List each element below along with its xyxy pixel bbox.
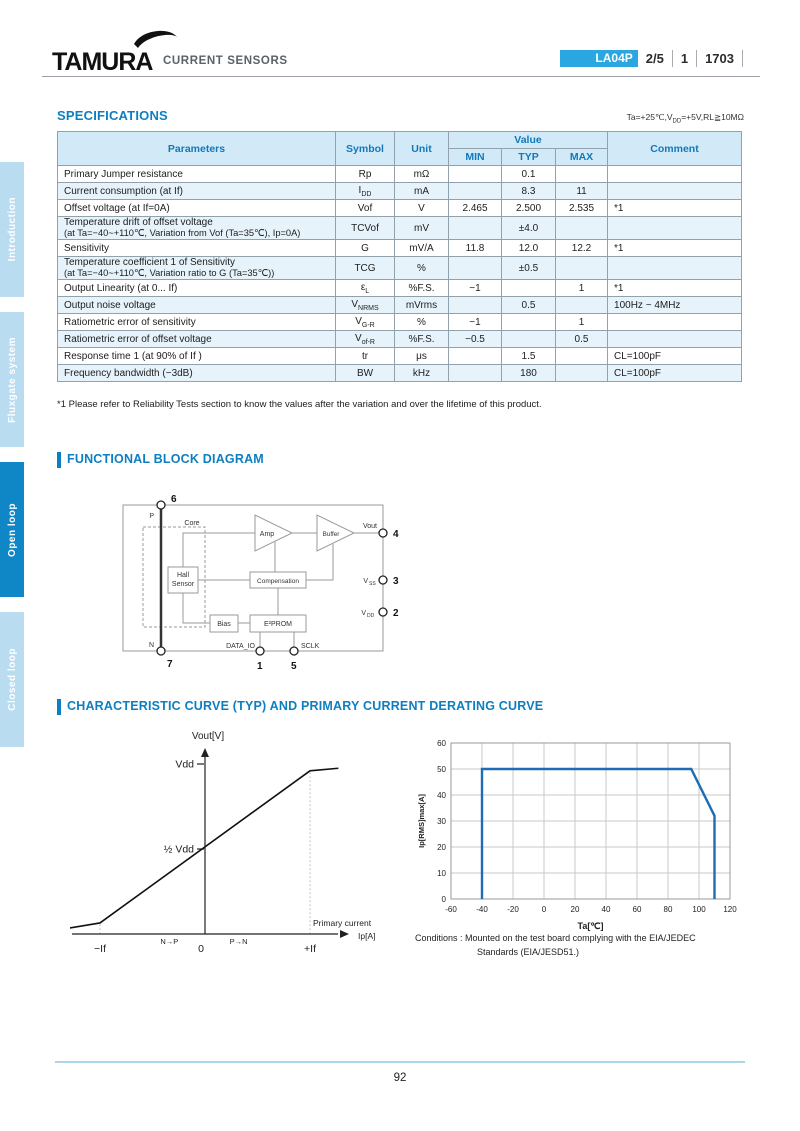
svg-text:DD: DD — [367, 613, 375, 619]
col-parameters: Parameters — [58, 132, 336, 166]
page-subtitle: CURRENT SENSORS — [163, 55, 288, 67]
divider — [672, 50, 673, 67]
vout-label: Vout — [362, 523, 377, 530]
sidebar-tab-label: Open loop — [6, 502, 18, 557]
x-tick-label: 0 — [541, 905, 547, 914]
derating-conditions: Conditions : Mounted on the test board complying with the EIA/JEDEC Standards (EIA/JESD51.) — [415, 933, 696, 957]
table-row: Output Linearity (at 0... If) $\varepsilon_L$ %F.S. −1 1 *1 — [58, 280, 742, 297]
table-row: Response time 1 (at 90% of If ) tr μs 1.5 CL=100pF — [58, 348, 742, 365]
col-comment: Comment — [608, 132, 742, 166]
y-tick-label: 40 — [437, 791, 446, 800]
amp-label: Amp — [259, 531, 275, 538]
y-tick-label: 0 — [441, 895, 446, 904]
x-tick-label: 80 — [663, 905, 673, 914]
x-axis-title: Primary current — [313, 918, 372, 928]
functional-block-diagram — [105, 492, 425, 682]
x-tick-label: 120 — [723, 905, 737, 914]
x-axis-title: Ta[℃] — [577, 921, 604, 931]
footer-rule — [55, 1061, 745, 1063]
sidebar-tab-introduction[interactable] — [0, 162, 24, 297]
pin-5 — [290, 647, 298, 655]
tamura-logo — [50, 30, 200, 76]
page-ref: 2/5 — [645, 51, 664, 66]
sidebar-tab-label: Closed loop — [6, 648, 18, 711]
sidebar-tab-open-loop[interactable] — [0, 462, 24, 597]
table-row: Ratiometric error of offset voltage $V_{of-R}$ %F.S. −0.5 0.5 — [58, 331, 742, 348]
sidebar-tab-fluxgate-system[interactable] — [0, 312, 24, 447]
x-axis-unit: Ip[A] — [358, 931, 376, 941]
transfer-curve-chart — [70, 726, 400, 971]
y-tick-label: 10 — [437, 869, 446, 878]
specifications-table — [57, 131, 742, 382]
x-tick-label: −If — [94, 943, 106, 955]
bias-label: Bias — [217, 621, 231, 628]
y-axis-arrow-icon — [201, 748, 209, 757]
direction-annotation: N→P — [160, 937, 179, 946]
pin-6 — [157, 501, 165, 509]
section-accent-bar — [57, 699, 61, 715]
characteristic-curve-title: CHARACTERISTIC CURVE (TYP) AND PRIMARY CURRENT DERATING CURVE — [67, 699, 544, 713]
logo-text: TAMURA — [52, 48, 153, 76]
y-axis-title: Vout[V] — [191, 731, 225, 742]
derating-curve-line — [482, 769, 715, 899]
x-tick-label: -20 — [507, 905, 519, 914]
block-diagram-title: FUNCTIONAL BLOCK DIAGRAM — [67, 452, 264, 466]
x-tick-label: 100 — [692, 905, 706, 914]
pin-3 — [379, 576, 387, 584]
x-tick-label: 0 — [198, 943, 204, 955]
table-row: Offset voltage (at If=0A) Vof V 2.465 2.500 2.535 *1 — [58, 200, 742, 217]
svg-text:3: 3 — [393, 576, 399, 587]
divider — [742, 50, 743, 67]
x-tick-label: -60 — [445, 905, 457, 914]
n-terminal-label: N — [148, 642, 154, 649]
hall-label: Hall — [176, 572, 190, 579]
col-unit: Unit — [395, 132, 449, 166]
vss-label: V — [363, 578, 368, 585]
table-row: Frequency bandwidth (−3dB) BW kHz 180 CL=100pF — [58, 365, 742, 382]
pin-7 — [157, 647, 165, 655]
sensor-label: Sensor — [171, 581, 195, 588]
section-accent-bar — [57, 452, 61, 468]
doc-code: 1703 — [705, 51, 734, 66]
pin-4 — [379, 529, 387, 537]
test-conditions: $Ta=+25℃,V_{DD}=+5V,RL≧10M\Omega$ — [626, 112, 744, 125]
y-tick-label: Vdd — [175, 758, 194, 771]
svg-text:5: 5 — [291, 661, 297, 672]
svg-text:SS: SS — [369, 581, 376, 587]
x-tick-label: 40 — [601, 905, 611, 914]
product-badge: LA04P — [560, 50, 638, 67]
pin-1 — [256, 647, 264, 655]
divider — [696, 50, 697, 67]
eeprom-label: E²PROM — [264, 621, 292, 628]
x-axis-arrow-icon — [340, 930, 349, 938]
x-tick-label: 60 — [632, 905, 642, 914]
hall-sensor-block — [168, 567, 198, 593]
col-typ: TYP — [502, 149, 556, 166]
x-tick-label: 20 — [570, 905, 580, 914]
compensation-label: Compensation — [257, 578, 299, 585]
sidebar-tab-label: Introduction — [6, 197, 18, 262]
y-tick-label: 20 — [437, 843, 446, 852]
table-row: Output noise voltage $V_{NRMS}$ mVrms 0.5 100Hz ~ 4MHz — [58, 297, 742, 314]
data-io-label: DATA_IO — [226, 643, 255, 650]
core-label: Core — [184, 520, 200, 527]
y-tick-label: ½ Vdd — [163, 843, 194, 856]
svg-text:1: 1 — [257, 661, 263, 672]
table-row: Current consumption (at If) $I_{DD}$ mA 8.3 11 — [58, 183, 742, 200]
table-row: Sensitivity G mV/A 11.8 12.0 12.2 *1 — [58, 240, 742, 257]
pin-2 — [379, 608, 387, 616]
header-rule — [42, 76, 760, 77]
y-tick-label: 60 — [437, 739, 446, 748]
col-min: MIN — [449, 149, 502, 166]
transfer-curve-line — [70, 768, 338, 928]
col-max: MAX — [556, 149, 608, 166]
x-tick-label: -40 — [476, 905, 488, 914]
direction-annotation: P→N — [229, 937, 248, 946]
svg-text:4: 4 — [393, 529, 399, 540]
header-reference — [560, 50, 743, 67]
table-row: Ratiometric error of sensitivity $V_{G-R}$ % −1 1 — [58, 314, 742, 331]
x-tick-label: +If — [304, 943, 316, 955]
col-value: Value — [449, 132, 608, 149]
table-footnote: *1 Please refer to Reliability Tests section to know the values after the variation and over the lifetime of this product. — [57, 399, 542, 410]
page-number: 92 — [393, 1072, 407, 1084]
doc-ref: 1 — [680, 51, 689, 66]
y-tick-label: 30 — [437, 817, 446, 826]
specifications-title: SPECIFICATIONS — [57, 108, 168, 123]
sidebar-tab-label: Fluxgate system — [6, 336, 18, 423]
buffer-label: Buffer — [322, 531, 340, 538]
svg-text:6: 6 — [171, 494, 177, 505]
svg-text:2: 2 — [393, 608, 399, 619]
table-row: Primary Jumper resistance Rp mΩ 0.1 — [58, 166, 742, 183]
sidebar-tab-closed-loop[interactable] — [0, 612, 24, 747]
y-axis-title: Ip[RMS]max[A] — [417, 794, 426, 848]
table-row: Temperature coefficient 1 of Sensitivity (at Ta=−40~+110℃, Variation ratio to G (Ta=35℃)) TCG % ±0.5 — [58, 257, 742, 280]
sclk-label: SCLK — [301, 643, 320, 650]
derating-curve-chart — [415, 726, 760, 936]
col-symbol: Symbol — [336, 132, 395, 166]
svg-text:7: 7 — [167, 659, 173, 670]
p-terminal-label: P — [149, 513, 154, 520]
logo-swoosh-icon — [134, 31, 177, 48]
y-tick-label: 50 — [437, 765, 446, 774]
vdd-label: V — [361, 610, 366, 617]
table-row: Temperature drift of offset voltage (at Ta=−40~+110℃, Variation from Vof (Ta=35℃), Ip=0A) TCVof mV ±4.0 — [58, 217, 742, 240]
